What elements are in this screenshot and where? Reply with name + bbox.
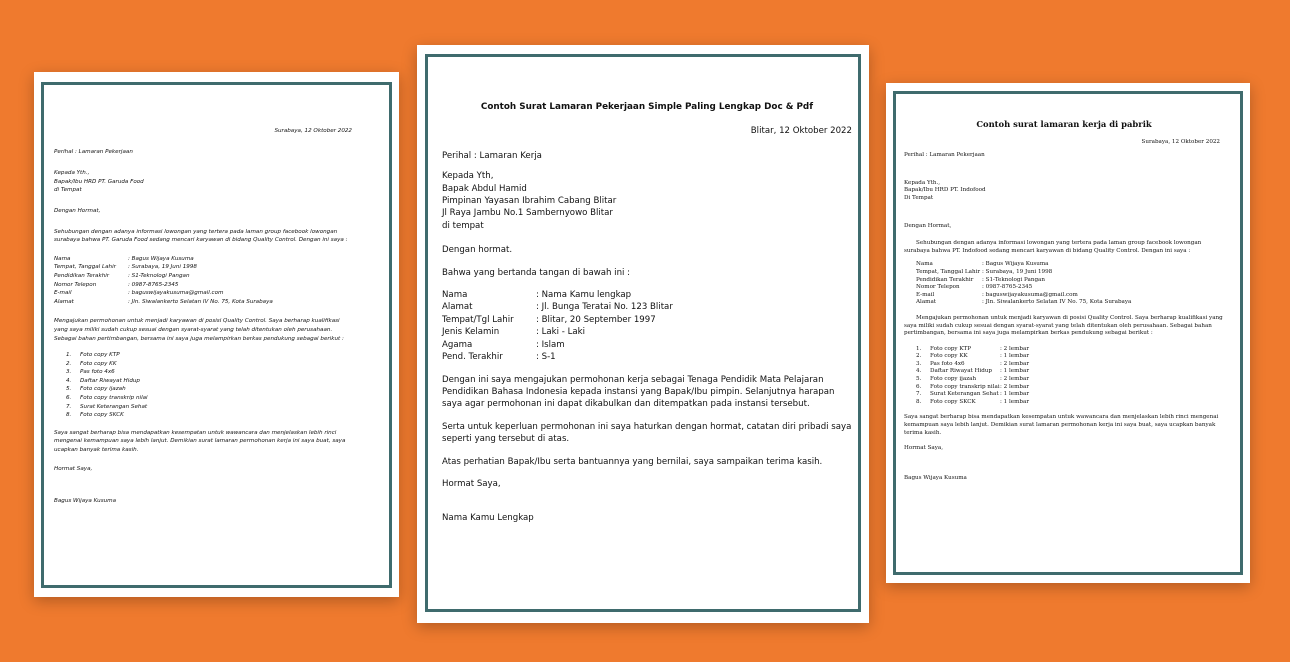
letter-subject: Perihal : Lamaran Pekerjaan bbox=[904, 152, 985, 159]
detail-label: E-mail bbox=[916, 291, 935, 298]
list-item: 8. Foto copy SKCK bbox=[66, 412, 124, 419]
letter-signature: Nama Kamu Lengkap bbox=[442, 513, 534, 524]
detail-label: Pendidikan Terakhir bbox=[916, 276, 974, 283]
detail-label: Pend. Terakhir bbox=[442, 352, 503, 363]
letter-signature: Bagus Wijaya Kusuma bbox=[54, 498, 117, 505]
list-item: 6. Foto copy transkrip nilai : 2 lembar bbox=[916, 383, 1029, 390]
letter-greeting: Dengan Hormat, bbox=[54, 207, 101, 214]
letter-signoff: Hormat Saya, bbox=[54, 465, 93, 472]
detail-value: : baguswijayakusuma@gmail.com bbox=[128, 290, 224, 297]
list-item: 4. Daftar Riwayat Hidup bbox=[66, 377, 140, 384]
detail-value: : S-1 bbox=[536, 352, 556, 363]
list-item: 3. Pas foto 4x6 bbox=[66, 369, 115, 376]
letter-date: Surabaya, 12 Oktober 2022 bbox=[1141, 138, 1220, 145]
detail-label: Jenis Kelamin bbox=[442, 327, 500, 338]
detail-value: : S1-Teknologi Pangan bbox=[128, 272, 190, 279]
letter-signature: Bagus Wijaya Kusuma bbox=[904, 474, 967, 481]
recipient-line: di Tempat bbox=[54, 187, 82, 194]
detail-label: Alamat bbox=[442, 302, 473, 313]
detail-value: : Nama Kamu lengkap bbox=[536, 290, 632, 301]
list-item: 8. Foto copy SKCK : 1 lembar bbox=[916, 398, 1029, 405]
letter-date: Blitar, 12 Oktober 2022 bbox=[750, 126, 852, 137]
letter-title: Contoh surat lamaran kerja di pabrik bbox=[976, 119, 1152, 129]
detail-value: : Laki - Laki bbox=[536, 327, 586, 338]
list-item: 2. Foto copy KK bbox=[66, 360, 117, 367]
letter-paragraph: Saya sangat berharap bisa mendapatkan kesempatan untuk wawancara dan menjelaskan lebih rinci mengenai kemampuan saya lebih lanjut. Demikian surat lamaran permohonan kerja ini saya buat, saya ucapkan banyak terima kasih. bbox=[904, 414, 1219, 436]
recipient-line: Jl Raya Jambu No.1 Sambernyowo Blitar bbox=[442, 208, 613, 219]
recipient-line: Bapak/Ibu HRD PT. Garuda Food bbox=[54, 178, 144, 185]
letter-signoff: Hormat Saya, bbox=[904, 445, 944, 452]
recipient-line: Di Tempat bbox=[904, 194, 934, 201]
letter-page-right bbox=[886, 83, 1250, 583]
detail-value: : S1-Teknologi Pangan bbox=[982, 276, 1045, 283]
list-item: 6. Foto copy transkrip nilai bbox=[66, 395, 148, 402]
detail-value: : Jl. Bunga Teratai No. 123 Blitar bbox=[536, 302, 673, 313]
letter-greeting: Dengan Hormat, bbox=[904, 222, 952, 229]
detail-label: Tempat, Tanggal Lahir bbox=[916, 268, 981, 275]
letter-subject: Perihal : Lamaran Pekerjaan bbox=[54, 148, 133, 155]
detail-label: Alamat bbox=[54, 298, 74, 305]
letter-subject: Perihal : Lamaran Kerja bbox=[442, 150, 542, 161]
list-item: 7. Surat Keterangan Sehat bbox=[66, 403, 148, 410]
recipient-block bbox=[442, 170, 852, 232]
letter-paragraph: Dengan ini saya mengajukan permohonan kerja sebagai Tenaga Pendidik Mata Pelajaran Pendidikan Bahasa Indonesia kepada instansi yang Bapak/Ibu pimpin. Selanjutnya harapan saya agar permohonan ini dapat dikabulkan dan ditempatkan pada instansi tersebut. bbox=[442, 374, 835, 410]
letter-greeting: Dengan hormat. bbox=[442, 245, 513, 256]
detail-label: Nama bbox=[54, 255, 71, 262]
letter-title: Contoh Surat Lamaran Pekerjaan Simple Paling Lengkap Doc & Pdf bbox=[480, 102, 814, 112]
detail-value: : Bagus Wijaya Kusuma bbox=[128, 255, 194, 262]
list-item: 1. Foto copy KTP : 2 lembar bbox=[916, 345, 1029, 352]
list-item: 5. Foto copy ijazah : 2 lembar bbox=[916, 376, 1029, 383]
recipient-line: di tempat bbox=[442, 220, 484, 231]
detail-label: Nama bbox=[916, 261, 933, 268]
letter-body bbox=[54, 127, 354, 506]
detail-value: : Jln. Siwalankerto Selatan IV No. 75, Kota Surabaya bbox=[128, 298, 273, 305]
detail-value: : Surabaya, 19 Juni 1998 bbox=[982, 268, 1053, 275]
detail-value: : Jln. Siwalankerto Selatan IV No. 75, Kota Surabaya bbox=[982, 299, 1132, 306]
letter-page-left bbox=[34, 72, 399, 597]
recipient-line: Kepada Yth, bbox=[442, 171, 494, 182]
attachment-list bbox=[904, 346, 1224, 407]
detail-label: Pendidikan Terakhir bbox=[54, 272, 110, 279]
letter-intro: Sehubungan dengan adanya informasi lowongan yang tertera pada laman group facebook lowongan surabaya bahwa PT. Indofood sedang mencari karyawan di bidang Quality Control. Dengan ini saya : bbox=[904, 240, 1202, 254]
recipient-line: Kepada Yth., bbox=[54, 170, 90, 177]
list-item: 5. Foto copy ijazah bbox=[66, 386, 126, 393]
list-item: 2. Foto copy KK : 1 lembar bbox=[916, 353, 1029, 360]
letter-paragraph: Atas perhatian Bapak/Ibu serta bantuannya yang bernilai, saya sampaikan terima kasih. bbox=[442, 456, 823, 467]
detail-value: : Islam bbox=[536, 339, 565, 350]
detail-value: : Blitar, 20 September 1997 bbox=[536, 314, 656, 325]
letter-intro: Bahwa yang bertanda tangan di bawah ini : bbox=[442, 267, 631, 278]
applicant-details bbox=[54, 255, 354, 307]
list-item: 7. Surat Keterangan Sehat : 1 lembar bbox=[916, 391, 1029, 398]
detail-label: Tempat, Tanggal Lahir bbox=[54, 264, 116, 271]
recipient-line: Pimpinan Yayasan Ibrahim Cabang Blitar bbox=[442, 196, 617, 207]
letter-signoff: Hormat Saya, bbox=[442, 478, 501, 489]
recipient-line: Bapak Abdul Hamid bbox=[442, 183, 527, 194]
letter-paragraph: Mengajukan permohonan untuk menjadi karyawan di posisi Quality Control. Saya berharap kualifikasi yang saya miliki sudah cukup sesuai dengan syarat-syarat yang telah ditentukan oleh perusahaan. Sebagai bahan pertimbangan, bersama ini saya juga melampirkan berkas pendukung sebagai berikut : bbox=[54, 318, 344, 342]
list-item: 4. Daftar Riwayat Hidup : 1 lembar bbox=[916, 368, 1029, 375]
detail-value: : 0987-8765-2345 bbox=[128, 281, 179, 288]
detail-value: : Bagus Wijaya Kusuma bbox=[982, 261, 1049, 268]
detail-label: Nama bbox=[442, 290, 468, 301]
detail-value: : Surabaya, 19 Juni 1998 bbox=[128, 264, 197, 271]
applicant-details bbox=[442, 289, 852, 363]
letter-paragraph: Serta untuk keperluan permohonan ini saya haturkan dengan hormat, catatan diri pribadi saya seperti yang tersebut di atas. bbox=[442, 421, 852, 445]
recipient-block bbox=[54, 169, 354, 195]
detail-label: Agama bbox=[442, 339, 473, 350]
letter-page-center bbox=[417, 45, 869, 623]
letter-paragraph: Mengajukan permohonan untuk menjadi karyawan di posisi Quality Control. Saya berharap kualifikasi yang saya miliki sudah cukup sesuai dengan syarat-syarat yang telah ditentukan oleh perusahaan. Sebagai bahan pertimbangan, bersama ini saya juga melampirkan berkas pendukung sebagai berikut : bbox=[904, 314, 1223, 337]
detail-value: : 0987-8765-2345 bbox=[982, 284, 1033, 291]
recipient-block bbox=[904, 180, 1224, 203]
detail-label: Alamat bbox=[916, 299, 937, 306]
recipient-line: Bapak/Ibu HRD PT. Indofood bbox=[904, 187, 986, 194]
list-item: 1. Foto copy KTP bbox=[66, 352, 120, 359]
letter-date: Surabaya, 12 Oktober 2022 bbox=[274, 128, 352, 134]
recipient-line: Kepada Yth., bbox=[904, 179, 941, 186]
letter-body bbox=[904, 121, 1224, 482]
list-item: 3. Pas foto 4x6 : 2 lembar bbox=[916, 360, 1029, 367]
detail-label: Nomor Telepon bbox=[54, 281, 97, 288]
applicant-details bbox=[904, 261, 1224, 307]
detail-label: Nomor Telepon bbox=[916, 284, 960, 291]
letter-paragraph: Saya sangat berharap bisa mendapatkan kesempatan untuk wawancara dan menjelaskan lebih rinci mengenai kemampuan saya lebih lanjut. Demikian surat lamaran permohonan kerja ini saya buat, saya ucapkan banyak terima kasih. bbox=[54, 429, 346, 454]
detail-value: : baguswijayakusuma@gmail.com bbox=[982, 291, 1078, 298]
detail-label: E-mail bbox=[54, 290, 72, 297]
detail-label: Tempat/Tgl Lahir bbox=[442, 314, 514, 325]
attachment-list bbox=[54, 351, 354, 420]
letter-body bbox=[442, 101, 852, 525]
letter-intro: Sehubungan dengan adanya informasi lowongan yang tertera pada laman group facebook lowongan surabaya bahwa PT. Garuda Food sedang mencari karyawan di bidang Quality Control. Dengan ini saya : bbox=[54, 228, 348, 244]
